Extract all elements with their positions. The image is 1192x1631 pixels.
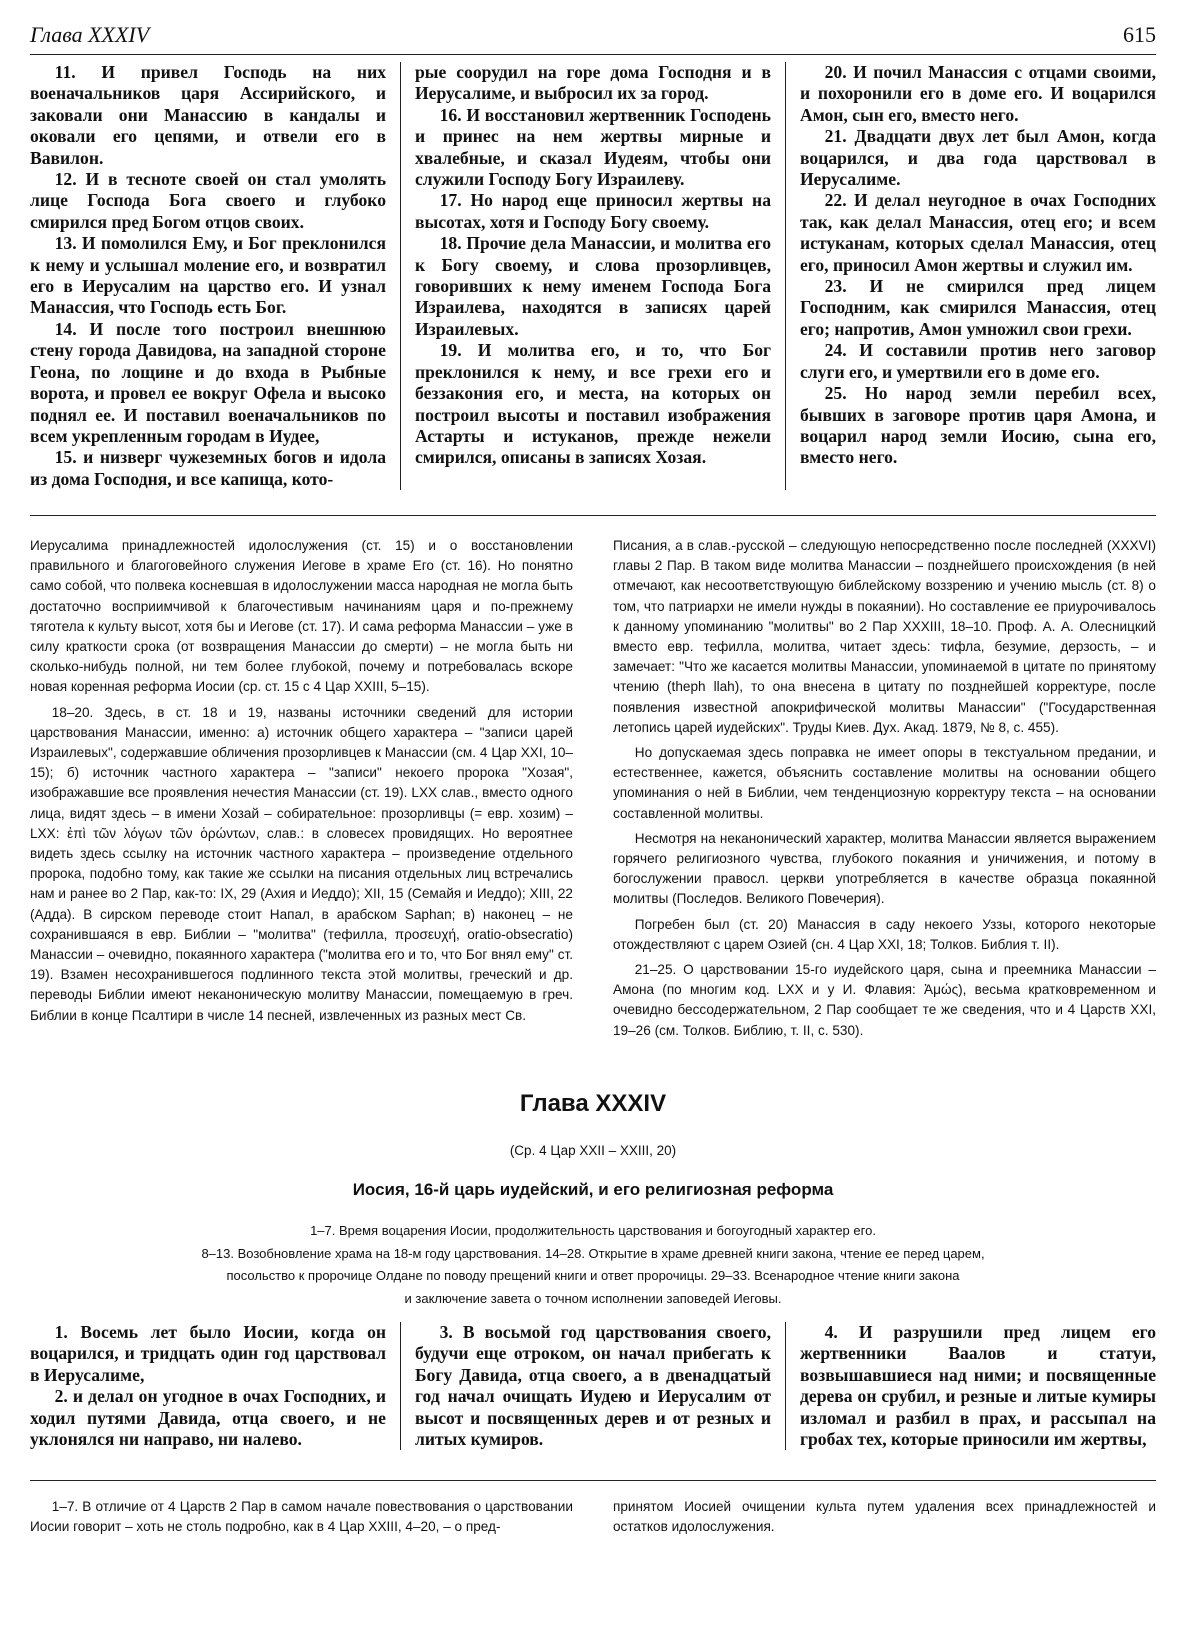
summary-line: 8–13. Возобновление храма на 18-м году царствования. 14–28. Открытие в храме древней книги закона, чтение ее перед царем, bbox=[201, 1245, 985, 1261]
verse: 4. И разрушили пред лицем его жертвенники Ваалов и статуи, возвышавшиеся над ними; и посвященные дерева он срубил, и резные и литые кумиры изломал и разбил в прах, и рассыпал на гробах тех, которые приносили им жертвы, bbox=[800, 1322, 1156, 1450]
verse: 24. И составили против него заговор слуги его, и умертвили его в доме его. bbox=[800, 340, 1156, 382]
verse: 11. И привел Господь на них военачальников царя Ассирийского, и заковали они Манассию в кандалы и оковали его цепями, и отвели его в Вавилон. bbox=[30, 62, 386, 168]
commentary-paragraph: 1–7. В отличие от 4 Царств 2 Пар в самом начале повествования о царствовании Иосии говорит – хоть не столь подробно, как в 4 Цар XXIII, 4–20, – о пред- bbox=[30, 1499, 573, 1535]
verse: 3. В восьмой год царствования своего, будучи еще отроком, он начал прибегать к Богу Давида, отца своего, а в двенадцатый год начал очищать Иудею и Иерусалим от высот и посвященных дерев и от резных и литых кумиров. bbox=[415, 1322, 771, 1450]
commentary-paragraph: Иерусалима принадлежностей идолослужения (ст. 15) и о восстановлении правильного и благоговейного служения Иегове в храме Его (ст. 16). Но понятно само собой, что полвека косневшая в идолослужении масса народная не могла быть достаточно восприимчивой к благочестивым начинаниям царя и по-прежнему тяготела к культу высот, хотя бы и Иегове (ст. 17). И сама реформа Манассии – уже в силу краткости срока (от возвращения Манассии до смерти) – не могла быть ни сколько-нибудь полной, ни тем более глубокой, почему и потребовалась вскоре новая коренная реформа Иосии (ср. ст. 15 с 4 Цар XXIII, 5–15). bbox=[30, 538, 573, 695]
verse-column-3 bbox=[785, 1322, 1156, 1450]
divider bbox=[30, 515, 1156, 516]
top-verse-columns bbox=[30, 62, 1156, 490]
commentary-paragraph: Но допускаемая здесь поправка не имеет опоры в текстуальном предании, и естественнее, кажется, объяснить составление молитвы на основании общего упоминания о ней в Библии, чем тенденциозную корректуру текста – на основании составленной молитвы. bbox=[613, 745, 1156, 821]
commentary-paragraph: Погребен был (ст. 20) Манассия в саду некоего Уззы, которого некоторые отождествляют с царем Озией (сн. 4 Цар XXI, 18; Толков. Библия т. II). bbox=[613, 916, 1156, 952]
commentary-column-left bbox=[30, 1497, 573, 1542]
running-header bbox=[30, 18, 1156, 55]
summary-line: 1–7. Время воцарения Иосии, продолжительность царствования и богоугодный характер его. bbox=[310, 1223, 876, 1238]
verse: 19. И молитва его, и то, что Бог преклонился к нему, и все грехи его и беззакония его, и места, на которых он построил высоты и поставил изображения Астарты и истуканов, прежде нежели смирился, описаны в записях Хозая. bbox=[415, 340, 771, 468]
verse: 13. И помолился Ему, и Бог преклонился к нему и услышал моление его, и возвратил его в Иерусалим на царство его. И узнал Манассия, что Господь есть Бог. bbox=[30, 233, 386, 318]
bottom-commentary-columns bbox=[30, 1497, 1156, 1542]
commentary-paragraph: 21–25. О царствовании 15-го иудейского царя, сына и преемника Манассии – Амона (по многим код. LXX и у И. Флавия: Ἀμώς), весьма кратковременном и очевидно бессодержательном, 2 Пар сообщает те же сведения, что и 4 Царств XXI, 19–26 (см. Толков. Библию, т. II, с. 530). bbox=[613, 962, 1156, 1038]
verse: 14. И после того построил внешнюю стену города Давидова, на западной стороне Геона, по лощине и до входа в Рыбные ворота, и провел ее вокруг Офела и высоко поднял ее. И поставил военачальников по всем укрепленным городам в Иудее, bbox=[30, 318, 386, 446]
verse-column-2 bbox=[400, 62, 785, 490]
summary-line: и заключение завета о точном исполнении заповедей Иеговы. bbox=[404, 1290, 782, 1306]
verse: 1. Восемь лет было Иосии, когда он воцарился, и тридцать один год царствовал в Иерусалиме, bbox=[30, 1322, 386, 1385]
verse: 18. Прочие дела Манассии, и молитва его к Богу своему, и слова прозорливцев, говоривших к нему именем Господа Бога Израилева, находятся в записях царей Израилевых. bbox=[415, 233, 771, 339]
commentary-paragraph: Несмотря на неканонический характер, молитва Манассии является выражением горячего религиозного чувства, глубокого покаяния и уничижения, и потому в богослужении правосл. церкви употребляется в качестве образца покаянной молитвы (Последов. Великого Повечерия). bbox=[613, 830, 1156, 907]
chapter-title: Глава XXXIV bbox=[519, 1090, 667, 1117]
chapter-subtitle: Иосия, 16-й царь иудейский, и его религиозная реформа bbox=[352, 1180, 834, 1199]
bottom-verse-columns bbox=[30, 1322, 1156, 1450]
verse: 22. И делал неугодное в очах Господних так, как делал Манассия, отец его; и всем истуканам, которых сделал Манассия, отец его, приносил Амон жертвы и служил им. bbox=[800, 190, 1156, 275]
commentary-paragraph: принятом Иосией очищении культа путем удаления всех принадлежностей и остатков идолослужения. bbox=[613, 1499, 1156, 1535]
verse: 16. И восстановил жертвенник Господень и принес на нем жертвы мирные и хвалебные, и сказал Иудеям, чтобы они служили Господу Богу Израилеву. bbox=[415, 104, 771, 190]
chapter-summary bbox=[130, 1220, 1056, 1310]
chapter-reference: (Ср. 4 Цар XXII – XXIII, 20) bbox=[509, 1143, 677, 1158]
verse-column-1 bbox=[30, 1322, 400, 1450]
commentary-paragraph: Писания, а в слав.-русской – следующую непосредственно после последней (XXXVI) главы 2 Пар. В таком виде молитва Манассии – позднейшего происхождения (в ней отмечают, как несоответствующую библейскому воззрению и учению мысль (ст. 8) о том, что патриархи не имели нужды в покаянии). Но составление ее приурочивалось к данному упоминанию "молитвы" во 2 Пар XXXIII, 18–10. Проф. А. А. Олесницкий вместо евр. тефилла, молитва, читает здесь: тифла, безумие, дерзость, – и замечает: "Что же касается молитвы Манассии, упоминаемой в цитате по принятому чтению (theph llah), то она внесена в цитату по позднейшей корректуре, после появления известной апокрифической молитвы Манассии" ("Государственная летопись царей иудейских". Труды Киев. Дух. Акад. 1879, № 8, с. 455). bbox=[613, 538, 1156, 735]
verse: 21. Двадцати двух лет был Амон, когда воцарился, и два года царствовал в Иерусалиме. bbox=[800, 126, 1156, 190]
verse-column-3 bbox=[785, 62, 1156, 490]
verse: 25. Но народ земли перебил всех, бывших в заговоре против царя Амона, и воцарил народ земли Иосию, сына его, вместо него. bbox=[800, 383, 1156, 468]
verse-continuation: рые соорудил на горе дома Господня и в Иерусалиме, и выбросил их за город. bbox=[415, 62, 771, 104]
commentary-column-right bbox=[613, 1497, 1156, 1542]
verse: 2. и делал он угодное в очах Господних, и ходил путями Давида, отца своего, и не уклонялся ни направо, ни налево. bbox=[30, 1386, 386, 1450]
verse: 23. И не смирился пред лицем Господним, как смирился Манассия, отец его; напротив, Амон умножил свои грехи. bbox=[800, 276, 1156, 339]
verse: 15. и низверг чужеземных богов и идола из дома Господня, и все капища, кото- bbox=[30, 447, 386, 489]
verse-column-1 bbox=[30, 62, 400, 490]
commentary-paragraph: 18–20. Здесь, в ст. 18 и 19, названы источники сведений для истории царствования Манассии, именно: а) источник общего характера – "записи царей Израилевых", содержавшие обличения прозорливцев к Манассии (см. 4 Цар XXI, 10–15); б) источник частного характера – "записи" некоего пророка "Хозая", изображавшие все проявления нечестия Манассии (ст. 19). LXX слав., вместо одного лица, видят здесь – в имени Хозай – собирательное: прозорливцы (= евр. хозим) – LXX: ἐπὶ τῶν λόγων τῶν ὁρώντων, слав.: в словесех провидящих. Но вероятнее видеть здесь ссылку на источник частного характера – произведение отдельного пророка, подобно тому, как такие же ссылки на писания отдельных лиц встречались нам и ранее во 2 Пар, как-то: IX, 29 (Ахия и Иеддо); XII, 15 (Семайя и Иеддо); XIII, 22 (Адда). В сирском переводе стоит Напал, в арабском Saphan; в) наконец – не сохранившаяся в евр. Библии – "молитва" (тефилла, προσευχή, oratio-obsecratio) Манассии – очевидно, покаянного характера ("молитва его и то, что Бог внял ему" ст. 19). Взамен несохранившегося подлинного текста этой молитвы, греческий и др. переводы Библии имеют неканоническую молитву Манассии, помещаемую в греч. Библии в конце Псалтири в числе 14 песней, извлеченных из разных мест Св. bbox=[30, 704, 573, 1023]
verse: 20. И почил Манассия с отцами своими, и похоронили его в доме его. И воцарился Амон, сын его, вместо него. bbox=[800, 62, 1156, 125]
commentary-column-right bbox=[613, 536, 1156, 1046]
commentary-column-left bbox=[30, 536, 573, 1046]
page-number: 615 bbox=[1123, 22, 1156, 47]
divider bbox=[30, 1480, 1156, 1481]
verse-column-2 bbox=[400, 1322, 785, 1450]
verse: 12. И в тесноте своей он стал умолять лице Господа Бога своего и глубоко смирился пред Богом отцов своих. bbox=[30, 169, 386, 232]
running-chapter-title: Глава XXXIV bbox=[30, 22, 150, 47]
commentary-columns bbox=[30, 536, 1156, 1046]
verse: 17. Но народ еще приносил жертвы на высотах, хотя и Господу Богу своему. bbox=[415, 190, 771, 232]
summary-line: посольство к пророчице Олдане по поводу прещений книги и ответ пророчицы. 29–33. Всенародное чтение книги закона bbox=[226, 1268, 960, 1283]
